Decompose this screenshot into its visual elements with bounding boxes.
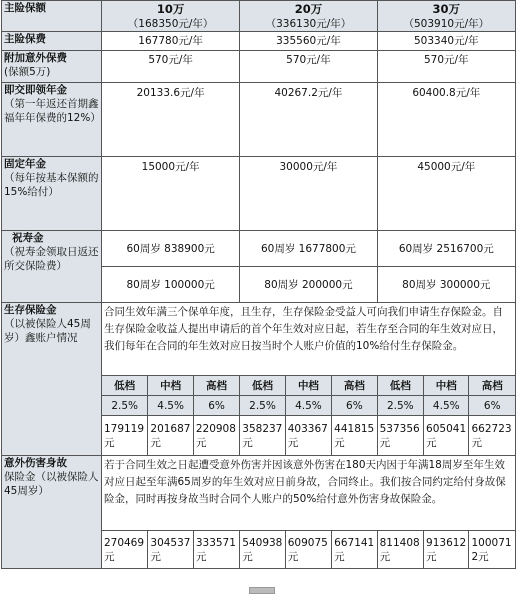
rate-cell: 2.5% bbox=[377, 396, 423, 416]
row-label-cell bbox=[2, 32, 102, 51]
value-cell: 570元/年 bbox=[377, 51, 515, 83]
value-cell: 179119元 bbox=[101, 416, 147, 456]
value-cell: 60400.8元/年 bbox=[377, 83, 515, 157]
plan-premium: （168350元/年） bbox=[127, 17, 214, 30]
main-premium-row bbox=[2, 32, 516, 51]
value-cell: 80周岁 200000元 bbox=[240, 267, 377, 303]
row-sublabel: （每年按基本保额的15%给付） bbox=[4, 172, 99, 198]
value-cell: 80周岁 300000元 bbox=[377, 267, 515, 303]
row-label-cell bbox=[2, 51, 102, 83]
row-label-cell bbox=[2, 231, 102, 303]
value-cell: 1000712元 bbox=[469, 531, 516, 569]
plan-amount: 20万 bbox=[294, 1, 323, 16]
row-label-cell bbox=[2, 83, 102, 157]
row-label: 意外伤害身故 bbox=[4, 457, 67, 469]
value-cell: 537356元 bbox=[377, 416, 423, 456]
row-sublabel: （祝寿金领取日返还所交保险费） bbox=[4, 246, 99, 272]
value-cell: 540938元 bbox=[240, 531, 285, 569]
row-label: 生存保险金 bbox=[4, 304, 57, 316]
header-label-cell bbox=[2, 1, 102, 32]
value-cell: 441815元 bbox=[332, 416, 377, 456]
fixed-annuity-row bbox=[2, 157, 516, 231]
value-cell: 60周岁 838900元 bbox=[101, 231, 239, 267]
value-cell: 220908元 bbox=[193, 416, 239, 456]
value-cell: 811408元 bbox=[377, 531, 423, 569]
value-cell: 667141元 bbox=[332, 531, 377, 569]
header-row bbox=[2, 1, 516, 32]
value-cell: 503340元/年 bbox=[377, 32, 515, 51]
row-label: 主险保费 bbox=[4, 33, 46, 45]
tier-cell: 低档 bbox=[240, 376, 285, 396]
value-cell: 201687元 bbox=[148, 416, 193, 456]
accident-premium-row bbox=[2, 51, 516, 83]
plan-10w-header bbox=[101, 1, 239, 32]
value-cell: 333571元 bbox=[193, 531, 239, 569]
birthday-gift-row-60 bbox=[2, 231, 516, 267]
row-sublabel: （以被保险人45周岁）鑫账户情况 bbox=[4, 318, 91, 344]
rate-cell: 4.5% bbox=[424, 396, 469, 416]
row-label: 祝寿金 bbox=[12, 232, 44, 244]
row-sublabel: （第一年返还首期鑫福年年保费的12%） bbox=[4, 98, 101, 124]
accident-description: 若于合同生效之日起遭受意外伤害并因该意外伤害在180天内因于年满18周岁至年生效对应日起至年满65周岁的年生效对应日前身故，合同终止。我们按合同约定给付身故保险金，同时再按身故当时合同个人账户的50%给付意外伤害身故保险金。 bbox=[101, 456, 515, 531]
rate-cell: 4.5% bbox=[285, 396, 331, 416]
plan-premium: （336130元/年） bbox=[265, 17, 352, 30]
value-cell: 304537元 bbox=[148, 531, 193, 569]
accident-desc-row bbox=[2, 456, 516, 531]
value-cell: 40267.2元/年 bbox=[240, 83, 377, 157]
value-cell: 570元/年 bbox=[240, 51, 377, 83]
tier-cell: 低档 bbox=[101, 376, 147, 396]
tier-cell: 低档 bbox=[377, 376, 423, 396]
tier-cell: 高档 bbox=[469, 376, 516, 396]
tier-cell: 高档 bbox=[193, 376, 239, 396]
row-label-cell bbox=[2, 157, 102, 231]
immediate-annuity-row bbox=[2, 83, 516, 157]
tier-cell: 中档 bbox=[148, 376, 193, 396]
value-cell: 609075元 bbox=[285, 531, 331, 569]
survival-description: 合同生效年满三个保单年度，且生存，生存保险金受益人可向我们申请生存保险金。自生存保险金收益人提出申请后的首个年生效对应日起，若生存至合同的年生效对应日，我们每年在合同的年生效对应日按当时个人账户价值的10%给付生存保险金。 bbox=[101, 303, 515, 376]
tier-cell: 中档 bbox=[285, 376, 331, 396]
plan-30w-header bbox=[377, 1, 515, 32]
survival-desc-row bbox=[2, 303, 516, 376]
rate-cell: 6% bbox=[332, 396, 377, 416]
row-sublabel: (保额5万) bbox=[4, 66, 51, 78]
value-cell: 270469元 bbox=[101, 531, 147, 569]
value-cell: 30000元/年 bbox=[240, 157, 377, 231]
value-cell: 15000元/年 bbox=[101, 157, 239, 231]
plan-amount: 10万 bbox=[156, 1, 185, 16]
row-label-cell bbox=[2, 456, 102, 569]
value-cell: 20133.6元/年 bbox=[101, 83, 239, 157]
value-cell: 358237元 bbox=[240, 416, 285, 456]
rate-cell: 4.5% bbox=[148, 396, 193, 416]
value-cell: 913612元 bbox=[424, 531, 469, 569]
value-cell: 403367元 bbox=[285, 416, 331, 456]
value-cell: 60周岁 2516700元 bbox=[377, 231, 515, 267]
row-label-cell bbox=[2, 303, 102, 456]
row-sublabel: 保险金（以被保险人45周岁） bbox=[4, 471, 99, 497]
plan-amount: 30万 bbox=[432, 1, 461, 16]
plan-20w-header bbox=[240, 1, 377, 32]
tier-cell: 高档 bbox=[332, 376, 377, 396]
value-cell: 605041元 bbox=[424, 416, 469, 456]
value-cell: 167780元/年 bbox=[101, 32, 239, 51]
rate-cell: 6% bbox=[193, 396, 239, 416]
row-label: 固定年金 bbox=[4, 158, 46, 170]
header-label: 主险保额 bbox=[4, 2, 46, 14]
value-cell: 60周岁 1677800元 bbox=[240, 231, 377, 267]
value-cell: 662723元 bbox=[469, 416, 516, 456]
rate-cell: 6% bbox=[469, 396, 516, 416]
value-cell: 570元/年 bbox=[101, 51, 239, 83]
value-cell: 80周岁 100000元 bbox=[101, 267, 239, 303]
rate-cell: 2.5% bbox=[101, 396, 147, 416]
row-label: 即交即领年金 bbox=[4, 84, 67, 96]
plan-premium: （503910元/年） bbox=[403, 17, 490, 30]
value-cell: 45000元/年 bbox=[377, 157, 515, 231]
rate-cell: 2.5% bbox=[240, 396, 285, 416]
row-label: 附加意外保费 bbox=[4, 52, 67, 64]
value-cell: 335560元/年 bbox=[240, 32, 377, 51]
scrollbar-thumb[interactable] bbox=[249, 587, 275, 594]
tier-cell: 中档 bbox=[424, 376, 469, 396]
insurance-benefit-table bbox=[1, 0, 516, 569]
